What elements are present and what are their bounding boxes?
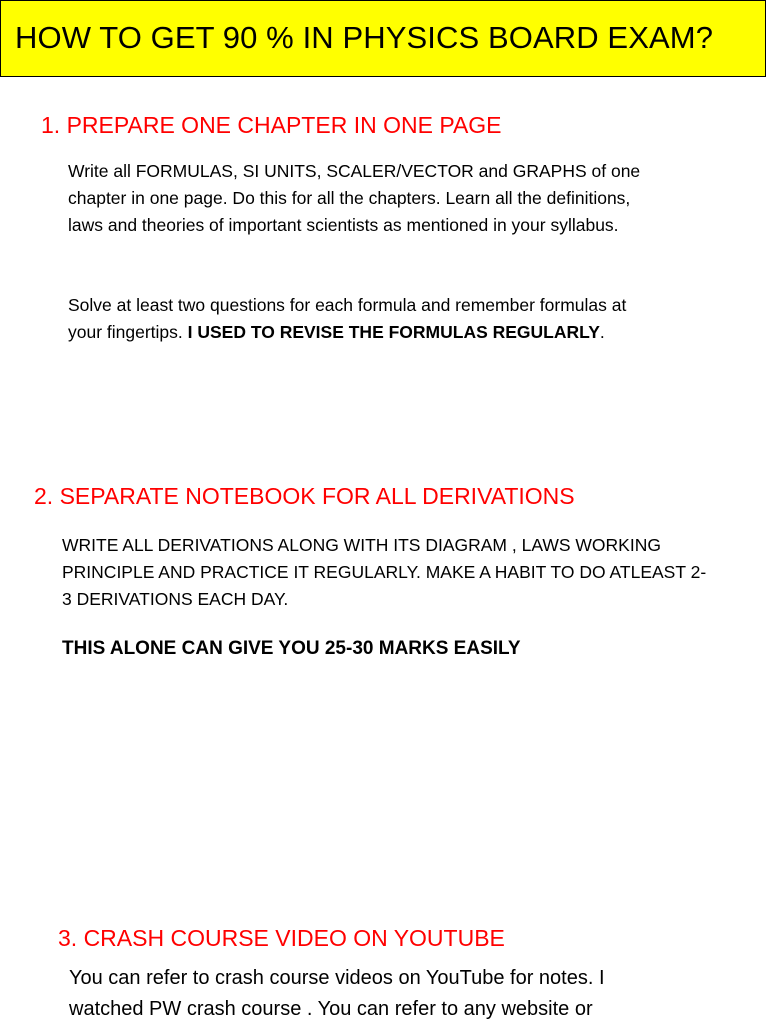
- section-2-heading: 2. SEPARATE NOTEBOOK FOR ALL DERIVATIONS: [34, 483, 575, 509]
- text-line: watched PW crash course . You can refer to any website or: [69, 998, 593, 1020]
- page-title: HOW TO GET 90 % IN PHYSICS BOARD EXAM?: [15, 20, 714, 55]
- section-3-paragraph: [69, 963, 759, 1025]
- section-3-heading: 3. CRASH COURSE VIDEO ON YOUTUBE: [58, 925, 505, 951]
- section-1-paragraph-2: [68, 292, 748, 346]
- text-run: your fingertips.: [68, 322, 188, 342]
- section-2-emphasis: THIS ALONE CAN GIVE YOU 25-30 MARKS EASILY: [62, 638, 521, 659]
- text-line: PRINCIPLE AND PRACTICE IT REGULARLY. MAKE A HABIT TO DO ATLEAST 2-: [62, 562, 707, 582]
- section-1-heading: 1. PREPARE ONE CHAPTER IN ONE PAGE: [41, 112, 502, 138]
- text-line: Write all FORMULAS, SI UNITS, SCALER/VECTOR and GRAPHS of one: [68, 161, 641, 181]
- text-line: [68, 319, 748, 346]
- text-line: WRITE ALL DERIVATIONS ALONG WITH ITS DIAGRAM , LAWS WORKING: [62, 535, 661, 555]
- bold-text-run: I USED TO REVISE THE FORMULAS REGULARLY: [187, 322, 600, 342]
- text-line: chapter in one page. Do this for all the chapters. Learn all the definitions,: [68, 188, 631, 208]
- section-2-paragraph: [62, 532, 752, 613]
- text-line: laws and theories of important scientists as mentioned in your syllabus.: [68, 215, 619, 235]
- text-run: .: [599, 322, 605, 342]
- text-line: You can refer to crash course videos on YouTube for notes. I: [69, 967, 605, 989]
- text-line: Solve at least two questions for each formula and remember formulas at: [68, 295, 627, 315]
- text-line: 3 DERIVATIONS EACH DAY.: [62, 589, 289, 609]
- section-1-paragraph-1: [68, 158, 748, 239]
- title-banner: [0, 0, 766, 77]
